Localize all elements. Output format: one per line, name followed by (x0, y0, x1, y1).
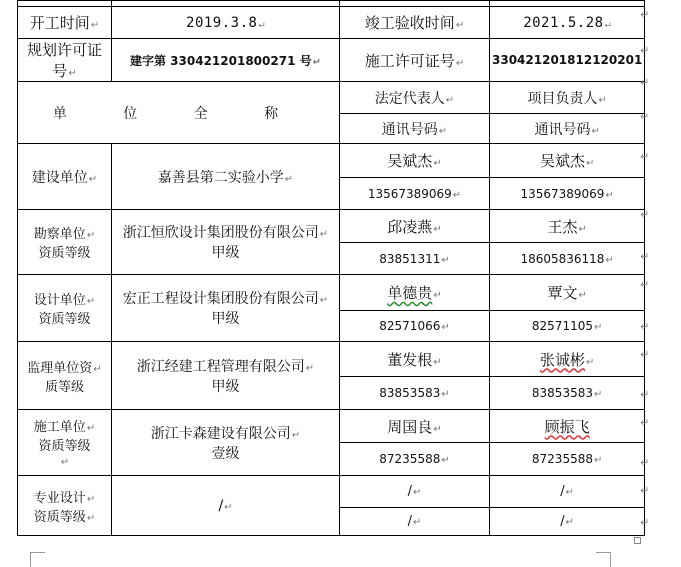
paragraph-mark: ↵ (640, 320, 650, 333)
legal-rep-phone: 87235588↵ (340, 443, 490, 476)
legal-rep-name: 董发根↵ (340, 342, 490, 377)
project-lead-phone: 13567389069↵ (490, 178, 645, 210)
unit-type: 设计单位↵ 资质等级 (18, 275, 112, 342)
unit-name: 宏正工程设计集团股份有限公司↵ 甲级 (112, 275, 340, 342)
paragraph-mark: ↵ (640, 516, 650, 529)
paragraph-mark: ↵ (640, 348, 650, 361)
project-lead-phone: 82571105↵ (490, 311, 645, 342)
paragraph-mark: ↵ (640, 278, 650, 291)
phone-header: 通讯号码↵ (490, 114, 645, 144)
unit-name: 浙江恒欣设计集团股份有限公司↵ 甲级 (112, 210, 340, 275)
start-time-label: 开工时间↵ (18, 7, 112, 39)
project-lead-phone: 18605836118↵ (490, 243, 645, 275)
legal-rep-header: 法定代表人↵ (340, 82, 490, 114)
paragraph-mark: ↵ (640, 8, 650, 21)
unit-row-contractor (18, 410, 645, 443)
planning-permit-label: 规划许可证号↵ (18, 39, 112, 82)
legal-rep-phone: 83851311↵ (340, 243, 490, 275)
paragraph-mark: ↵ (640, 416, 650, 429)
project-lead-name: /↵ (490, 476, 645, 508)
project-lead-name: 张诚彬↵ (490, 342, 645, 377)
crop-mark-right (596, 552, 611, 567)
unit-row-design (18, 275, 645, 311)
unit-name: 嘉善县第二实验小学↵ (112, 144, 340, 210)
paragraph-mark: ↵ (640, 484, 650, 497)
header-row-1 (18, 82, 645, 114)
construction-permit-label: 施工许可证号↵ (340, 39, 490, 82)
project-lead-name: 吴斌杰↵ (490, 144, 645, 178)
legal-rep-phone: /↵ (340, 508, 490, 536)
paragraph-mark: ↵ (640, 150, 650, 163)
construction-permit-value: 330421201812120201 (490, 39, 645, 82)
project-lead-header: 项目负责人↵ (490, 82, 645, 114)
legal-rep-name: 单德贵↵ (340, 275, 490, 311)
unit-row-survey (18, 210, 645, 243)
paragraph-mark: ↵ (640, 110, 650, 123)
unit-row-construction-owner (18, 144, 645, 178)
project-lead-name: 王杰↵ (490, 210, 645, 243)
paragraph-mark: ↵ (640, 250, 650, 263)
unit-name: /↵ (112, 476, 340, 536)
unit-type: 建设单位↵ (18, 144, 112, 210)
legal-rep-phone: 82571066↵ (340, 311, 490, 342)
project-lead-phone: /↵ (490, 508, 645, 536)
paragraph-mark: ↵ (640, 44, 650, 57)
project-info-table (17, 0, 645, 536)
unit-type: 监理单位资↵ 质等级 (18, 342, 112, 410)
project-lead-name: 顾振飞 (490, 410, 645, 443)
legal-rep-name: 邱凌燕↵ (340, 210, 490, 243)
paragraph-mark: ↵ (640, 456, 650, 469)
dates-row (18, 7, 645, 39)
unit-row-supervision (18, 342, 645, 377)
start-time-value: 2019.3.8↵ (112, 7, 340, 39)
unit-type: 专业设计↵ 资质等级↵ (18, 476, 112, 536)
legal-rep-phone: 13567389069↵ (340, 178, 490, 210)
paragraph-mark: ↵ (640, 208, 650, 221)
legal-rep-name: /↵ (340, 476, 490, 508)
paragraph-mark: ↵ (640, 388, 650, 401)
legal-rep-name: 周国良↵ (340, 410, 490, 443)
permits-row (18, 39, 645, 82)
table-resize-handle[interactable] (634, 537, 641, 544)
project-lead-name: 覃文↵ (490, 275, 645, 311)
unit-name: 浙江经建工程管理有限公司↵ 甲级 (112, 342, 340, 410)
unit-full-name-header: 单 位 全 称 (18, 82, 340, 144)
project-lead-phone: 83853583↵ (490, 377, 645, 410)
unit-name: 浙江卡森建设有限公司↵ 壹级 (112, 410, 340, 476)
completion-time-value: 2021.5.28↵ (490, 7, 645, 39)
paragraph-mark: ↵ (640, 76, 650, 89)
unit-type: 勘察单位↵ 资质等级 (18, 210, 112, 275)
planning-permit-value: 建字第 330421201800271 号↵ (112, 39, 340, 82)
crop-mark-left (30, 552, 45, 567)
completion-time-label: 竣工验收时间↵ (340, 7, 490, 39)
legal-rep-name: 吴斌杰↵ (340, 144, 490, 178)
unit-row-specialist-design (18, 476, 645, 508)
unit-type: 施工单位↵ 资质等级 ↵ (18, 410, 112, 476)
legal-rep-phone: 83853583↵ (340, 377, 490, 410)
phone-header: 通讯号码↵ (340, 114, 490, 144)
project-lead-phone: 87235588↵ (490, 443, 645, 476)
